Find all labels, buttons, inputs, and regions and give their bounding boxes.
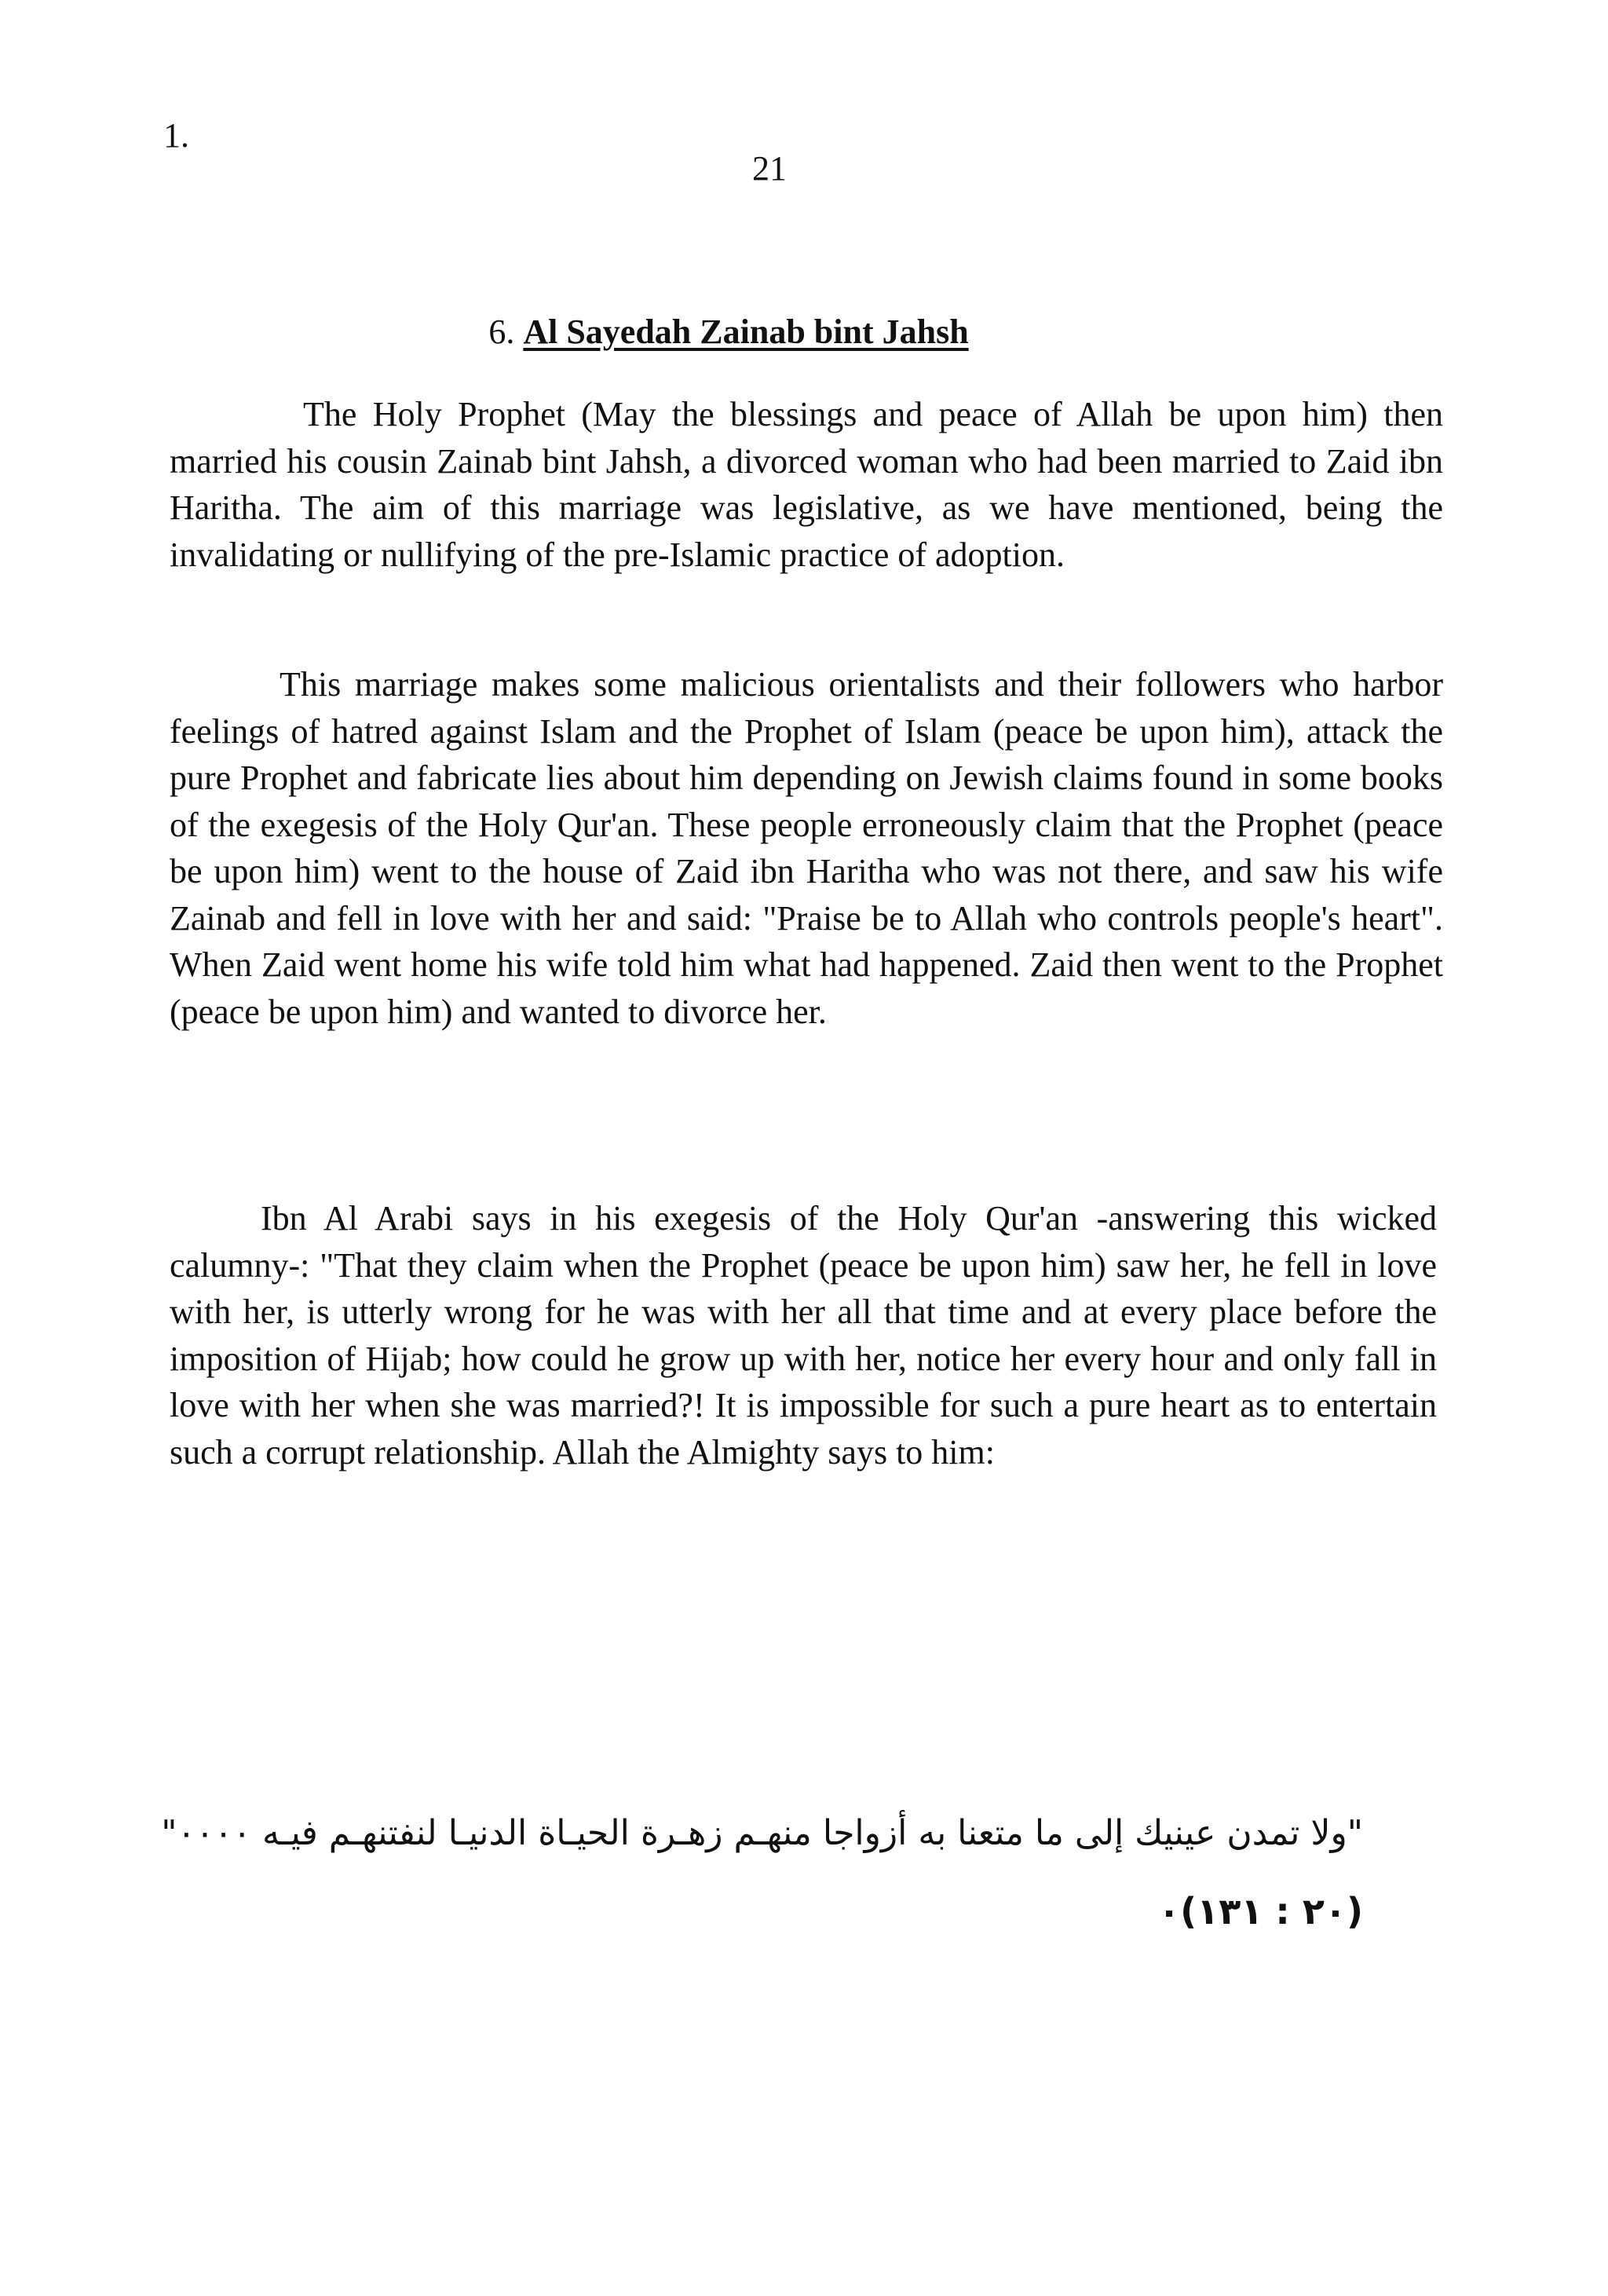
paragraph-marriage-purpose: The Holy Prophet (May the blessings and peace of Allah be upon him) then married his cousin Zainab bint Jahsh, a divorced woman who had been married to Zaid ibn Haritha. The aim of this marriage was legislative, as we have mentioned, being the invalidating or nullifying of the pre-Islamic practice of adoption. bbox=[170, 395, 1443, 574]
corner-number: 1. bbox=[163, 116, 189, 155]
quran-reference: (٢٠ : ١٣١)٠ bbox=[1158, 1890, 1363, 1932]
quran-quote: "ولا تمدن عينيك إلى ما متعنا به أزواجا منهـم زهـرة الحيـاة الدنيـا لنفتنهـم فيـه ٠٠٠٠" bbox=[161, 1813, 1363, 1853]
paragraph-orientalist-claims: This marriage makes some malicious orientalists and their followers who harbor feelings of hatred against Islam and the Prophet of Islam (peace be upon him), attack the pure Prophet and fabricate lies about him depending on Jewish claims found in some books of the exegesis of the Holy Qur'an. These people erroneously claim that the Prophet (peace be upon him) went to the house of Zaid ibn Haritha who was not there, and saw his wife Zainab and fell in love with her and said: "Praise be to Allah who controls people's heart". When Zaid went home his wife told him what had happened. Zaid then went to the Prophet (peace be upon him) and wanted to divorce her. bbox=[170, 665, 1443, 1031]
section-title: Al Sayedah Zainab bint Jahsh bbox=[523, 313, 969, 351]
section-number: 6. bbox=[488, 313, 515, 351]
section-heading bbox=[0, 313, 1457, 352]
paragraph-ibn-al-arabi: Ibn Al Arabi says in his exegesis of the Holy Qur'an -answering this wicked calumny-: "That they claim when the Prophet (peace be upon him) saw her, he fell in love with her, is utterly wrong for he was with her all that time and at every place before the imposition of Hijab; how could he grow up with her, notice her every hour and only fall in love with her when she was married?! It is impossible for such a pure heart as to entertain such a corrupt relationship. Allah the Almighty says to him: bbox=[170, 1199, 1437, 1472]
page-number: 21 bbox=[752, 149, 787, 188]
